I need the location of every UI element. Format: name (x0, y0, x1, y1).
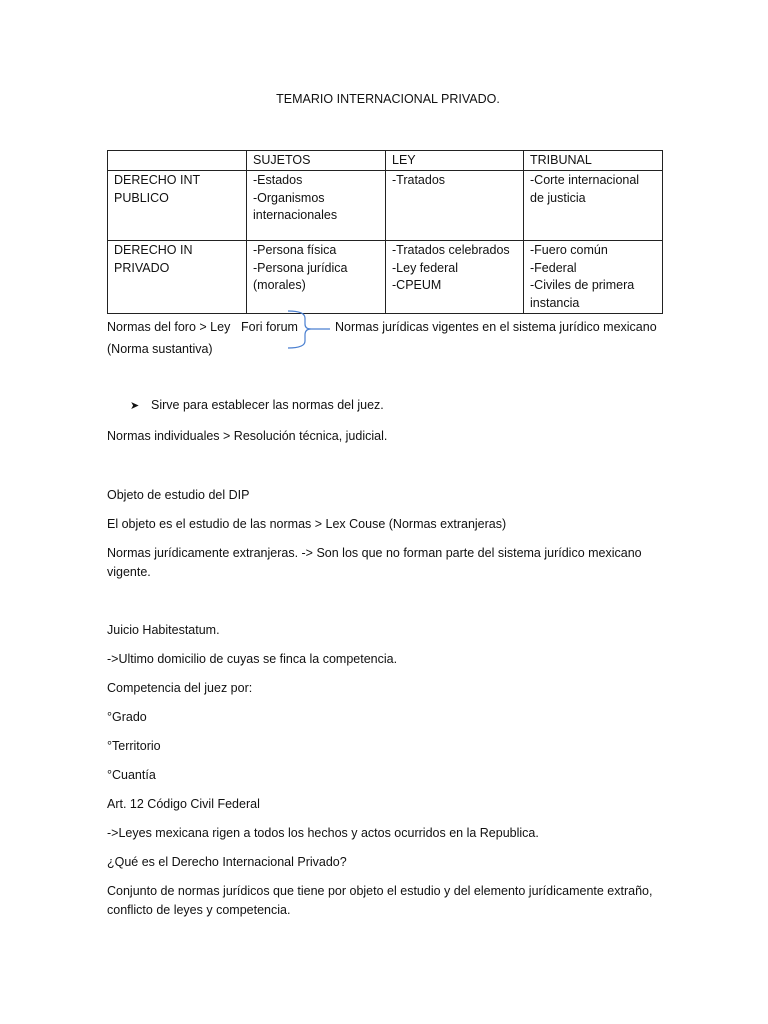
arrow-bullet-icon: ➤ (130, 400, 140, 412)
cell-line: PUBLICO (114, 190, 169, 205)
paragraph: Competencia del juez por: (107, 681, 253, 695)
cell-line: -Estados (253, 173, 303, 188)
section-heading: Juicio Habitestatum. (107, 623, 220, 637)
cell-line: -Federal (530, 260, 577, 275)
bullet-text: Sirve para establecer las normas del juez. (151, 398, 384, 412)
cell-line: -Ley federal (392, 260, 459, 275)
foro-right-text: Normas jurídicas vigentes en el sistema jurídico mexicano (335, 320, 657, 334)
table-header-row (108, 151, 663, 171)
cell-line: -Tratados celebrados (392, 243, 510, 258)
cell-line: de justicia (530, 190, 586, 205)
foro-left-text: Normas del foro > Ley (107, 320, 231, 334)
section-heading: Objeto de estudio del DIP (107, 488, 250, 502)
paragraph: Conjunto de normas jurídicos que tiene por objeto el estudio y del elemento jurídicamente extraño, conflicto de leyes y competencia. (107, 884, 653, 917)
cell-line: (morales) (253, 278, 306, 293)
paragraph: Normas individuales > Resolución técnica, judicial. (107, 429, 388, 443)
foro-middle-text: Fori forum (241, 320, 298, 334)
list-item: °Cuantía (107, 768, 156, 782)
table-header-cell: TRIBUNAL (524, 151, 663, 171)
table-cell-ley (386, 241, 524, 314)
table-row (108, 241, 663, 314)
question-heading: ¿Qué es el Derecho Internacional Privado? (107, 855, 347, 869)
table-cell-tribunal (524, 171, 663, 241)
cell-line: -Tratados (392, 173, 446, 188)
table-row (108, 171, 663, 241)
paragraph: ->Leyes mexicana rigen a todos los hechos y actos ocurridos en la Republica. (107, 826, 539, 840)
cell-line: -Persona física (253, 243, 337, 258)
list-item: °Territorio (107, 739, 161, 753)
paragraph: El objeto es el estudio de las normas > Lex Couse (Normas extranjeras) (107, 517, 507, 531)
list-item: °Grado (107, 710, 147, 724)
bullet-item (130, 398, 384, 412)
table-header-cell (108, 151, 247, 171)
cell-line: DERECHO INT (114, 173, 201, 188)
table-cell-label (108, 241, 247, 314)
cell-line: instancia (530, 295, 580, 310)
paragraph: ->Ultimo domicilio de cuyas se finca la competencia. (107, 652, 398, 666)
table-cell-label (108, 171, 247, 241)
comparison-table (107, 150, 663, 314)
table-cell-sujetos (247, 241, 386, 314)
cell-line: -Corte internacional (530, 173, 640, 188)
cell-line: -Persona jurídica (253, 260, 348, 275)
table-cell-tribunal (524, 241, 663, 314)
cell-line: DERECHO IN PRIVADO (114, 243, 193, 275)
table-cell-sujetos (247, 171, 386, 241)
paragraph: Art. 12 Código Civil Federal (107, 797, 260, 811)
table-cell-ley (386, 171, 524, 241)
cell-line: -Civiles de primera (530, 278, 635, 293)
cell-line: -Organismos (253, 190, 325, 205)
cell-line: -CPEUM (392, 278, 442, 293)
table-header-cell: LEY (386, 151, 524, 171)
cell-line: -Fuero común (530, 243, 608, 258)
foro-second-line: (Norma sustantiva) (107, 342, 213, 356)
foro-line (107, 320, 707, 340)
table-header-cell: SUJETOS (247, 151, 386, 171)
paragraph: Normas jurídicamente extranjeras. -> Son los que no forman parte del sistema jurídico mexicano vigente. (107, 546, 642, 579)
cell-line: internacionales (253, 208, 338, 223)
document-title: TEMARIO INTERNACIONAL PRIVADO. (276, 92, 500, 106)
